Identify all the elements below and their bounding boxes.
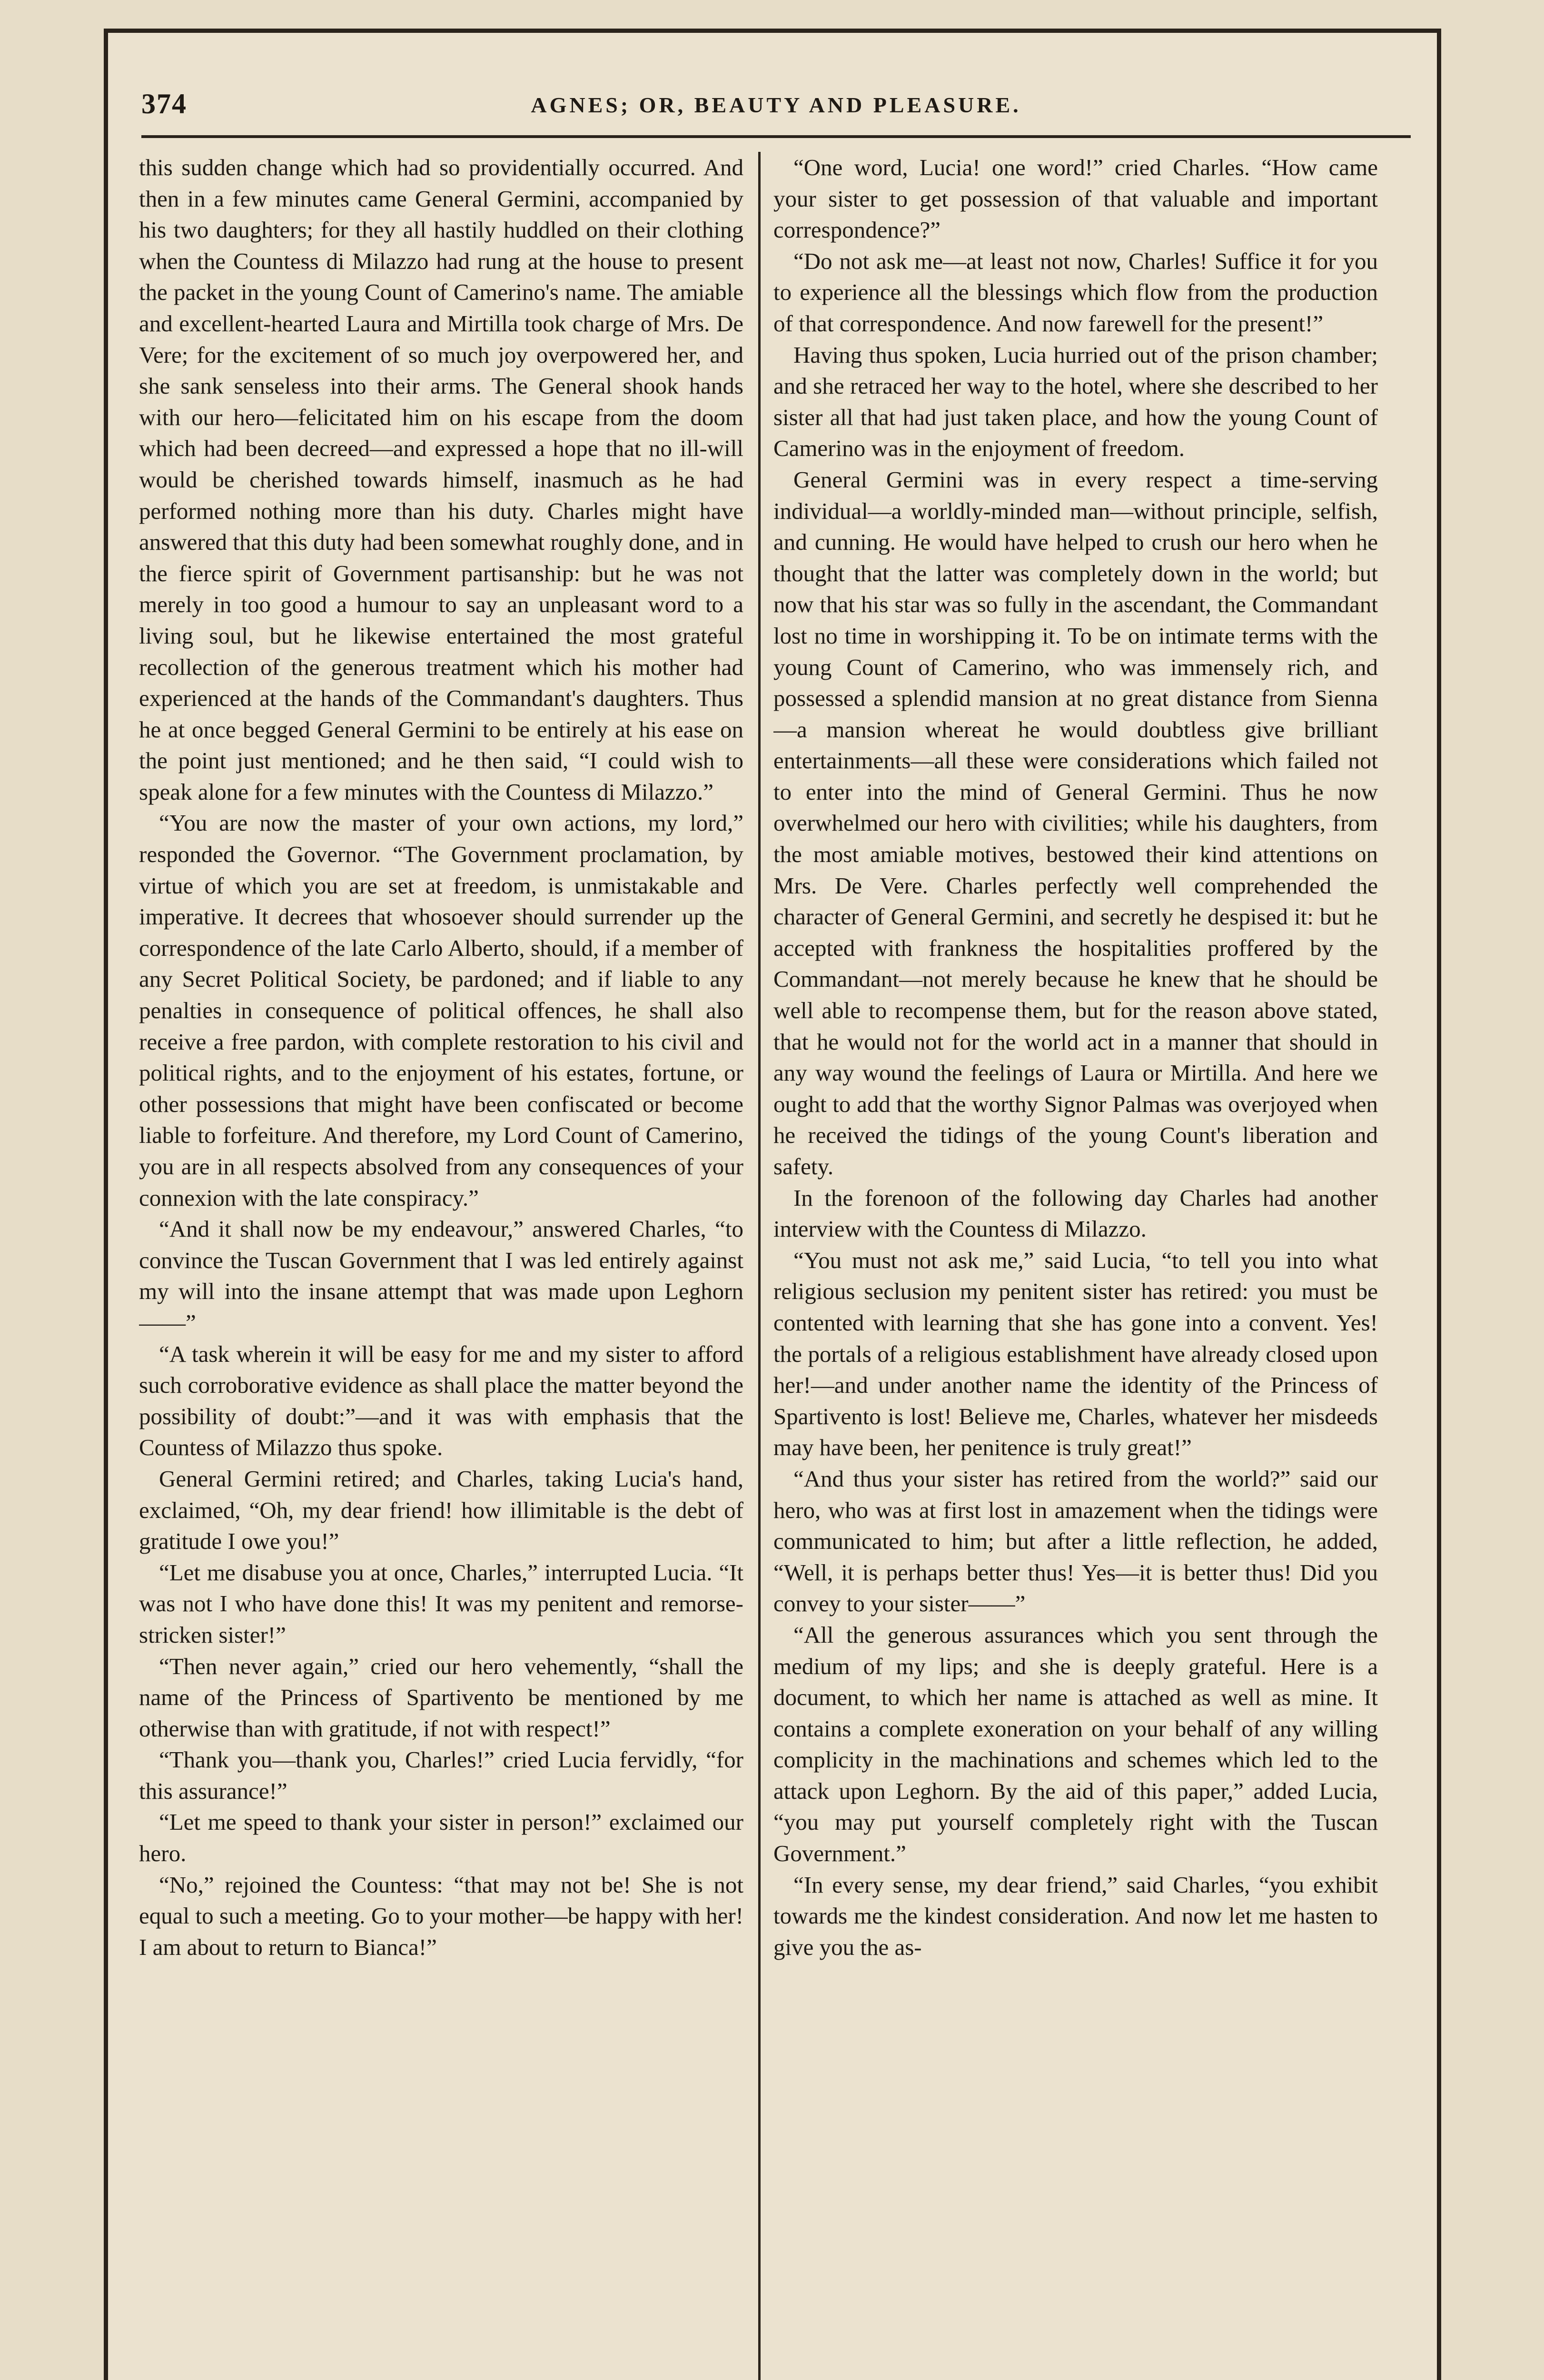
column-divider — [758, 152, 761, 2380]
paragraph: this sudden change which had so providentially occurred. And then in a few minutes came General Germini, accompanied by his two daughters; for they all hastily huddled on their clothing when the Countess di Milazzo had rung at the house to present the packet in the young Count of Camerino's name. The amiable and excellent-hearted Laura and Mirtilla took charge of Mrs. De Vere; for the excitement of so much joy overpowered her, and she sank senseless into their arms. The General shook hands with our hero—felicitated him on his escape from the doom which had been decreed—and expressed a hope that no ill-will would be cherished towards himself, inasmuch as he had performed nothing more than his duty. Charles might have answered that this duty had been somewhat roughly done, and in the fierce spirit of Government partisanship: but he was not merely in too good a humour to say an unpleasant word to a living soul, but he likewise entertained the most grateful recollection of the generous treatment which his mother had experienced at the hands of the Commandant's daughters. Thus he at once begged General Germini to be entirely at his ease on the point just mentioned; and he then said, “I could wish to speak alone for a few minutes with the Countess di Milazzo.” — [139, 154, 743, 805]
paragraph: “You must not ask me,” said Lucia, “to tell you into what religious seclusion my penitent sister has retired: you must be contented with learning that she has gone into a convent. Yes! the portals of a religious establishment have already closed upon her!—and under another name the identity of the Princess of Spartivento is lost! Believe me, Charles, whatever her misdeeds may have been, her penitence is truly great!” — [773, 1247, 1378, 1461]
paragraph: “Then never again,” cried our hero vehemently, “shall the name of the Princess of Spartivento be mentioned by me otherwise than with gratitude, if not with respect!” — [139, 1653, 743, 1742]
paragraph: “Let me speed to thank your sister in person!” exclaimed our hero. — [139, 1809, 743, 1867]
paragraph: “You are now the master of your own actions, my lord,” responded the Governor. “The Government proclamation, by virtue of which you are set at freedom, is unmistakable and imperative. It decrees that whosoever should surrender up the correspondence of the late Carlo Alberto, should, if a member of any Secret Political Society, be pardoned; and if liable to any penalties in consequence of political offences, he shall also receive a free pardon, with complete restoration to his civil and political rights, and to the enjoyment of his estates, fortune, or other possessions that might have been confiscated or become liable to forfeiture. And therefore, my Lord Count of Camerino, you are in all respects absolved from any consequences of your connexion with the late conspiracy.” — [139, 810, 743, 1211]
paragraph: “Let me disabuse you at once, Charles,” interrupted Lucia. “It was not I who have done this! It was my penitent and remorse-stricken sister!” — [139, 1559, 743, 1648]
paragraph: “One word, Lucia! one word!” cried Charles. “How came your sister to get possession of that valuable and important correspondence?” — [773, 154, 1378, 243]
page-frame — [104, 29, 1441, 2380]
paragraph: “And it shall now be my endeavour,” answered Charles, “to convince the Tuscan Government that I was led entirely against my will into the insane attempt that was made upon Leghorn——” — [139, 1216, 743, 1336]
page-header — [141, 78, 1411, 138]
paragraph: “Do not ask me—at least not now, Charles! Suffice it for you to experience all the blessings which flow from the production of that correspondence. And now farewell for the present!” — [773, 248, 1378, 337]
paragraph: “Thank you—thank you, Charles!” cried Lucia fervidly, “for this assurance!” — [139, 1746, 743, 1804]
paragraph: “A task wherein it will be easy for me and my sister to afford such corroborative evidence as shall place the matter beyond the possibility of doubt:”—and it was with emphasis that the Countess of Milazzo thus spoke. — [139, 1340, 743, 1461]
paragraph: “In every sense, my dear friend,” said Charles, “you exhibit towards me the kindest consideration. And now let me hasten to give you the as- — [773, 1871, 1378, 1960]
paragraph: In the forenoon of the following day Charles had another interview with the Countess di Milazzo. — [773, 1184, 1378, 1242]
paragraph: General Germini retired; and Charles, taking Lucia's hand, exclaimed, “Oh, my dear friend! how illimitable is the debt of gratitude I owe you!” — [139, 1465, 743, 1555]
page-number: 374 — [141, 88, 187, 119]
paragraph: Having thus spoken, Lucia hurried out of the prison chamber; and she retraced her way to the hotel, where she described to her sister all that had just taken place, and how the young Count of Camerino was in the enjoyment of freedom. — [773, 341, 1378, 462]
paragraph: General Germini was in every respect a time-serving individual—a worldly-minded man—without principle, selfish, and cunning. He would have helped to crush our hero when he thought that the latter was completely down in the world; but now that his star was so fully in the ascendant, the Commandant lost no time in worshipping it. To be on intimate terms with the young Count of Camerino, who was immensely rich, and possessed a splendid mansion at no great distance from Sienna—a mansion whereat he would doubtless give brilliant entertainments—all these were considerations which failed not to enter into the mind of General Germini. Thus he now overwhelmed our hero with civilities; while his daughters, from the most amiable motives, bestowed their kind attentions on Mrs. De Vere. Charles perfectly well comprehended the character of General Germini, and secretly he despised it: but he accepted with frankness the hospitalities proffered by the Commandant—not merely because he knew that he should be well able to recompense them, but for the reason above stated, that he would not for the world act in a manner that should in any way wound the feelings of Laura or Mirtilla. And here we ought to add that the worthy Signor Palmas was overjoyed when he received the tidings of the young Count's liberation and safety. — [773, 466, 1378, 1180]
paragraph: “All the generous assurances which you sent through the medium of my lips; and she is deeply grateful. Here is a document, to which her name is attached as well as mine. It contains a complete exoneration on your behalf of any willing complicity in the machinations and schemes which led to the attack upon Leghorn. By the aid of this paper,” added Lucia, “you may put yourself completely right with the Tuscan Government.” — [773, 1621, 1378, 1867]
paragraph: “No,” rejoined the Countess: “that may not be! She is not equal to such a meeting. Go to your mother—be happy with her! I am about to return to Bianca!” — [139, 1871, 743, 1960]
paragraph: “And thus your sister has retired from the world?” said our hero, who was at first lost in amazement when the tidings were communicated to him; but after a little reflection, he added, “Well, it is perhaps better thus! Yes—it is better thus! Did you convey to your sister——” — [773, 1465, 1378, 1617]
right-column — [773, 152, 1378, 2356]
left-column — [139, 152, 743, 2356]
running-title: AGNES; OR, BEAUTY AND PLEASURE. — [531, 93, 1021, 117]
